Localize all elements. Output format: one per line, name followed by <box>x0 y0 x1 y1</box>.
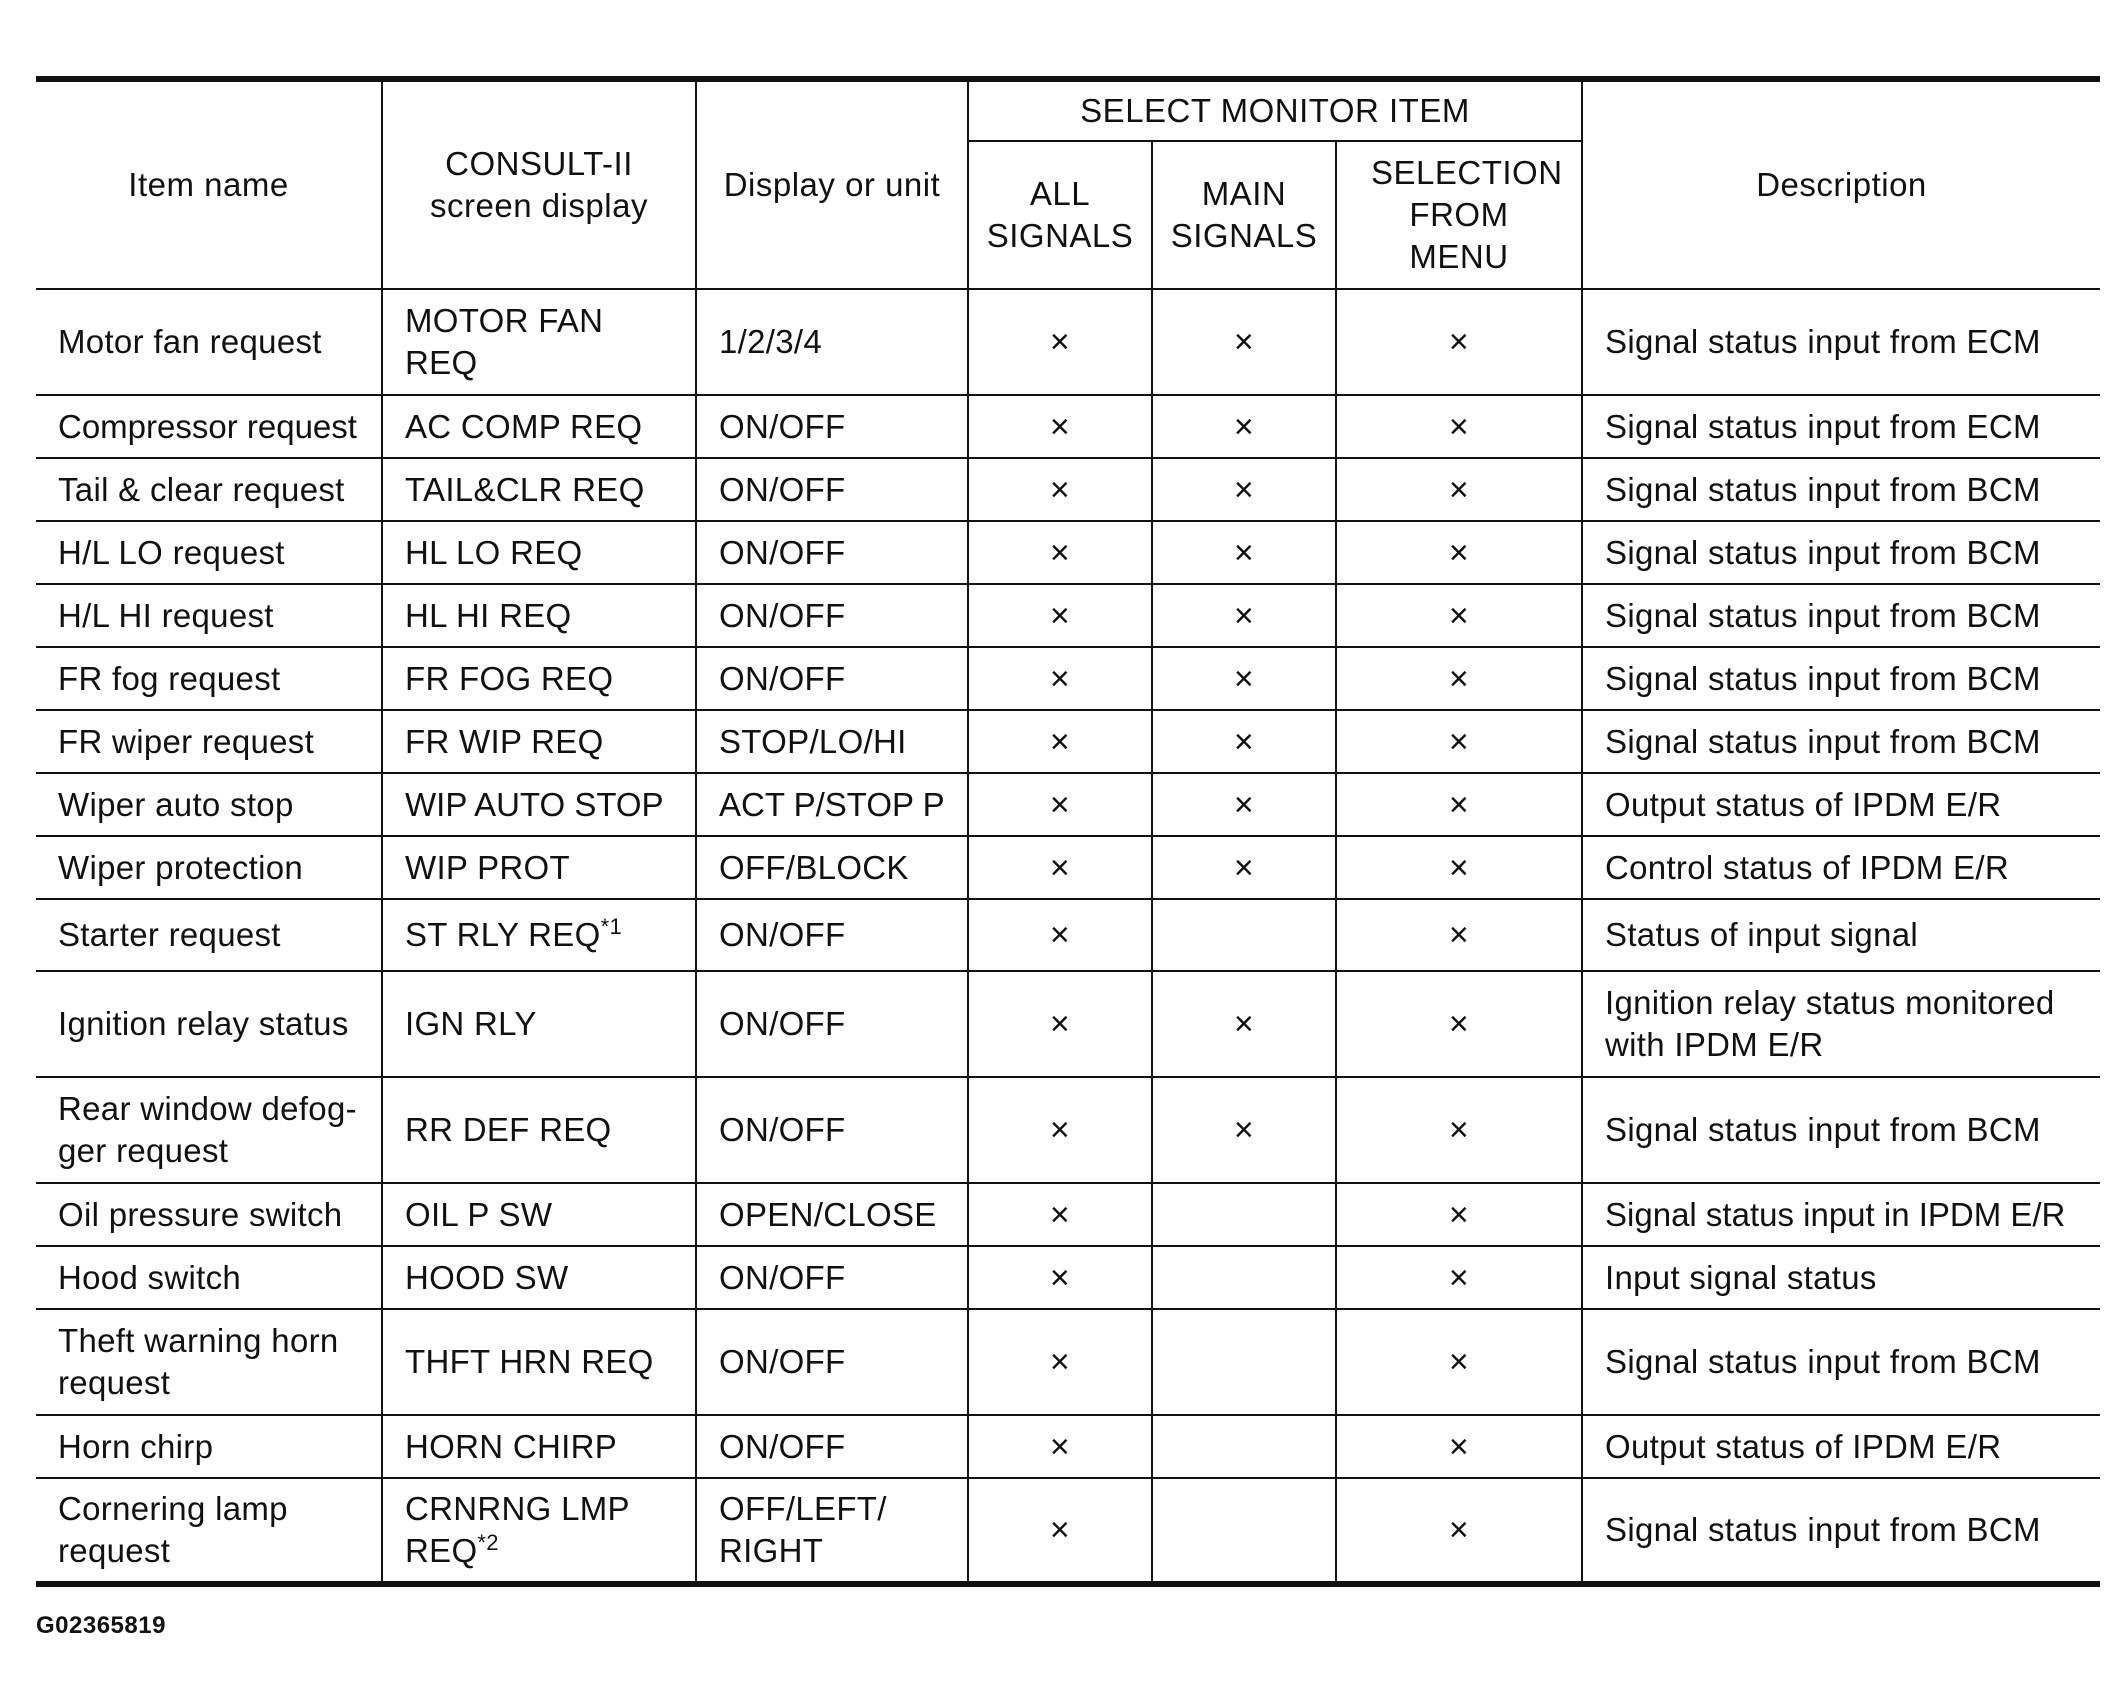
monitor-item-table <box>36 76 2100 1587</box>
cell-selection-menu-mark: × <box>1336 647 1582 710</box>
cell-consult-display: WIP PROT <box>382 836 696 899</box>
cell-consult-display: OIL P SW <box>382 1183 696 1246</box>
table-row <box>36 1077 2100 1183</box>
cell-consult-display: WIP AUTO STOP <box>382 773 696 836</box>
cell-display-unit: ON/OFF <box>696 584 968 647</box>
cell-selection-menu-mark: × <box>1336 1309 1582 1415</box>
cell-selection-menu-mark: × <box>1336 710 1582 773</box>
cell-display-unit: ON/OFF <box>696 1077 968 1183</box>
cell-all-signals-mark: × <box>968 1246 1152 1309</box>
cell-description: Signal status input in IPDM E/R <box>1582 1183 2100 1246</box>
cell-description: Signal status input from BCM <box>1582 1077 2100 1183</box>
cell-selection-menu-mark: × <box>1336 1246 1582 1309</box>
figure-id-label: G02365819 <box>36 1612 166 1639</box>
cell-main-signals-mark <box>1152 1183 1336 1246</box>
cell-description: Ignition relay status monitored with IPDM E/R <box>1582 971 2100 1077</box>
header-item-name: Item name <box>36 79 382 289</box>
cell-display-unit: OPEN/CLOSE <box>696 1183 968 1246</box>
cell-selection-menu-mark: × <box>1336 289 1582 395</box>
cell-display-unit: ON/OFF <box>696 1246 968 1309</box>
cell-description: Output status of IPDM E/R <box>1582 1415 2100 1478</box>
cell-selection-menu-mark: × <box>1336 899 1582 971</box>
cell-consult-display: FR FOG REQ <box>382 647 696 710</box>
cell-display-unit: ON/OFF <box>696 1309 968 1415</box>
table-row <box>36 1183 2100 1246</box>
cell-description: Signal status input from BCM <box>1582 647 2100 710</box>
cell-all-signals-mark: × <box>968 710 1152 773</box>
cell-main-signals-mark: × <box>1152 773 1336 836</box>
cell-consult-display: AC COMP REQ <box>382 395 696 458</box>
cell-consult-display: TAIL&CLR REQ <box>382 458 696 521</box>
cell-all-signals-mark: × <box>968 1415 1152 1478</box>
cell-description: Signal status input from BCM <box>1582 710 2100 773</box>
cell-consult-display: HOOD SW <box>382 1246 696 1309</box>
table-row <box>36 1309 2100 1415</box>
cell-selection-menu-mark: × <box>1336 971 1582 1077</box>
cell-description: Signal status input from ECM <box>1582 289 2100 395</box>
cell-item-name: Hood switch <box>36 1246 382 1309</box>
cell-main-signals-mark: × <box>1152 647 1336 710</box>
table-row <box>36 584 2100 647</box>
cell-display-unit: ON/OFF <box>696 521 968 584</box>
cell-description: Input signal status <box>1582 1246 2100 1309</box>
cell-display-unit: ACT P/STOP P <box>696 773 968 836</box>
cell-main-signals-mark: × <box>1152 971 1336 1077</box>
cell-consult-display: FR WIP REQ <box>382 710 696 773</box>
cell-all-signals-mark: × <box>968 1309 1152 1415</box>
cell-selection-menu-mark: × <box>1336 395 1582 458</box>
cell-consult-display: HORN CHIRP <box>382 1415 696 1478</box>
cell-consult-display: IGN RLY <box>382 971 696 1077</box>
cell-display-unit: OFF/LEFT/ RIGHT <box>696 1478 968 1584</box>
cell-display-unit: ON/OFF <box>696 1415 968 1478</box>
cell-consult-display: RR DEF REQ <box>382 1077 696 1183</box>
cell-consult-display: HL HI REQ <box>382 584 696 647</box>
cell-selection-menu-mark: × <box>1336 521 1582 584</box>
cell-all-signals-mark: × <box>968 458 1152 521</box>
cell-consult-display <box>382 899 696 971</box>
cell-selection-menu-mark: × <box>1336 773 1582 836</box>
table-row <box>36 1478 2100 1584</box>
table-row <box>36 773 2100 836</box>
cell-main-signals-mark <box>1152 899 1336 971</box>
cell-all-signals-mark: × <box>968 899 1152 971</box>
cell-main-signals-mark <box>1152 1246 1336 1309</box>
cell-item-name: Compressor request <box>36 395 382 458</box>
cell-item-name: H/L HI request <box>36 584 382 647</box>
cell-main-signals-mark: × <box>1152 1077 1336 1183</box>
monitor-item-table-wrapper <box>36 76 2100 1587</box>
header-row-top <box>36 79 2100 141</box>
cell-main-signals-mark: × <box>1152 836 1336 899</box>
cell-all-signals-mark: × <box>968 1077 1152 1183</box>
cell-main-signals-mark <box>1152 1415 1336 1478</box>
cell-item-name: Horn chirp <box>36 1415 382 1478</box>
cell-item-name: FR wiper request <box>36 710 382 773</box>
cell-all-signals-mark: × <box>968 836 1152 899</box>
cell-consult-display: THFT HRN REQ <box>382 1309 696 1415</box>
cell-main-signals-mark: × <box>1152 458 1336 521</box>
cell-description: Signal status input from BCM <box>1582 1309 2100 1415</box>
cell-display-unit: ON/OFF <box>696 395 968 458</box>
header-consult-display: CONSULT-II screen display <box>382 79 696 289</box>
cell-main-signals-mark: × <box>1152 289 1336 395</box>
cell-item-name: FR fog request <box>36 647 382 710</box>
table-row <box>36 971 2100 1077</box>
cell-display-unit: 1/2/3/4 <box>696 289 968 395</box>
cell-description: Control status of IPDM E/R <box>1582 836 2100 899</box>
cell-selection-menu-mark: × <box>1336 458 1582 521</box>
consult-display-text: CRNRNG LMP REQ <box>405 1490 630 1569</box>
cell-consult-display: HL LO REQ <box>382 521 696 584</box>
cell-all-signals-mark: × <box>968 971 1152 1077</box>
cell-display-unit: ON/OFF <box>696 899 968 971</box>
cell-all-signals-mark: × <box>968 1183 1152 1246</box>
header-select-monitor-item: SELECT MONITOR ITEM <box>968 79 1582 141</box>
cell-selection-menu-mark: × <box>1336 836 1582 899</box>
cell-main-signals-mark <box>1152 1309 1336 1415</box>
cell-description: Output status of IPDM E/R <box>1582 773 2100 836</box>
cell-selection-menu-mark: × <box>1336 1478 1582 1584</box>
cell-main-signals-mark: × <box>1152 710 1336 773</box>
header-display-unit: Display or unit <box>696 79 968 289</box>
cell-description: Status of input signal <box>1582 899 2100 971</box>
cell-all-signals-mark: × <box>968 395 1152 458</box>
cell-item-name: Theft warning horn request <box>36 1309 382 1415</box>
consult-display-text: ST RLY REQ <box>405 916 601 953</box>
cell-selection-menu-mark: × <box>1336 1415 1582 1478</box>
table-row <box>36 1415 2100 1478</box>
table-row <box>36 395 2100 458</box>
cell-description: Signal status input from ECM <box>1582 395 2100 458</box>
table-row <box>36 521 2100 584</box>
cell-item-name: Cornering lamp request <box>36 1478 382 1584</box>
cell-consult-display: MOTOR FAN REQ <box>382 289 696 395</box>
cell-main-signals-mark: × <box>1152 521 1336 584</box>
table-row <box>36 710 2100 773</box>
cell-all-signals-mark: × <box>968 584 1152 647</box>
header-description: Description <box>1582 79 2100 289</box>
cell-display-unit: STOP/LO/HI <box>696 710 968 773</box>
cell-display-unit: OFF/BLOCK <box>696 836 968 899</box>
table-row <box>36 458 2100 521</box>
cell-main-signals-mark: × <box>1152 395 1336 458</box>
header-all-signals: ALL SIGNALS <box>968 141 1152 289</box>
cell-all-signals-mark: × <box>968 647 1152 710</box>
cell-item-name: H/L LO request <box>36 521 382 584</box>
footnote-marker: *2 <box>477 1530 499 1555</box>
cell-all-signals-mark: × <box>968 289 1152 395</box>
cell-selection-menu-mark: × <box>1336 584 1582 647</box>
table-row <box>36 1246 2100 1309</box>
cell-main-signals-mark <box>1152 1478 1336 1584</box>
cell-description: Signal status input from BCM <box>1582 584 2100 647</box>
cell-item-name: Rear window defog-ger request <box>36 1077 382 1183</box>
cell-selection-menu-mark: × <box>1336 1077 1582 1183</box>
header-selection-from-menu: SELECTION FROM MENU <box>1336 141 1582 289</box>
cell-description: Signal status input from BCM <box>1582 458 2100 521</box>
cell-item-name: Oil pressure switch <box>36 1183 382 1246</box>
cell-display-unit: ON/OFF <box>696 647 968 710</box>
table-row <box>36 647 2100 710</box>
cell-item-name: Starter request <box>36 899 382 971</box>
cell-selection-menu-mark: × <box>1336 1183 1582 1246</box>
cell-all-signals-mark: × <box>968 773 1152 836</box>
cell-item-name: Tail & clear request <box>36 458 382 521</box>
footnote-marker: *1 <box>600 914 622 939</box>
cell-item-name: Wiper auto stop <box>36 773 382 836</box>
header-main-signals: MAIN SIGNALS <box>1152 141 1336 289</box>
table-row <box>36 289 2100 395</box>
table-row <box>36 836 2100 899</box>
cell-main-signals-mark: × <box>1152 584 1336 647</box>
cell-description: Signal status input from BCM <box>1582 521 2100 584</box>
table-row <box>36 899 2100 971</box>
cell-consult-display <box>382 1478 696 1584</box>
cell-item-name: Ignition relay status <box>36 971 382 1077</box>
cell-display-unit: ON/OFF <box>696 458 968 521</box>
cell-description: Signal status input from BCM <box>1582 1478 2100 1584</box>
cell-item-name: Motor fan request <box>36 289 382 395</box>
cell-all-signals-mark: × <box>968 521 1152 584</box>
cell-display-unit: ON/OFF <box>696 971 968 1077</box>
cell-all-signals-mark: × <box>968 1478 1152 1584</box>
cell-item-name: Wiper protection <box>36 836 382 899</box>
